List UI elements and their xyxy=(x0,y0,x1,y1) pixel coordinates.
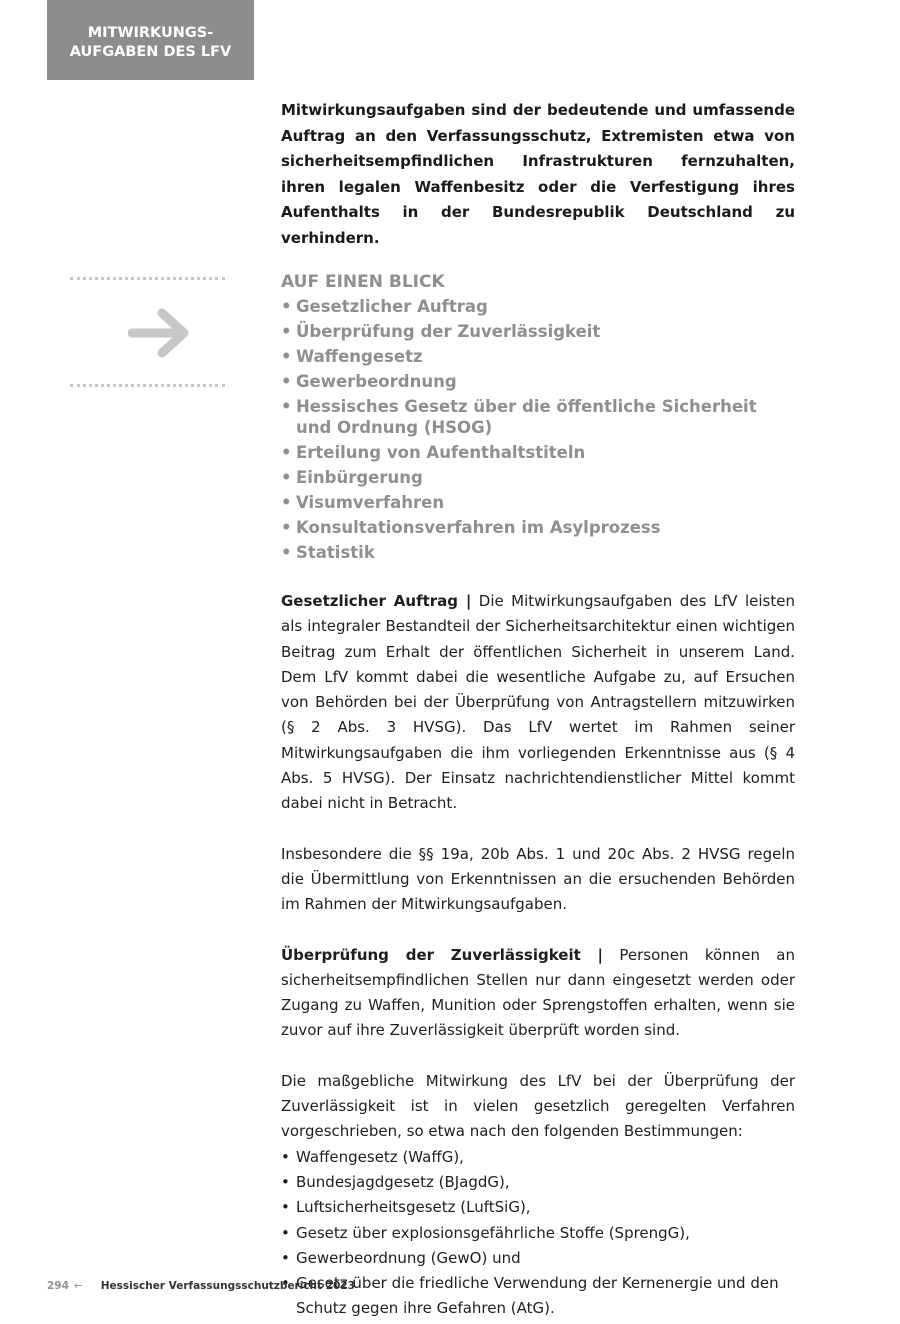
arrow-right-icon xyxy=(128,307,192,359)
glance-item: • Erteilung von Aufenthaltstiteln xyxy=(281,442,795,463)
mandate-paragraph xyxy=(281,589,795,817)
reliability-text: Personen können an sicherheitsempfindlichen Stellen nur dann eingesetzt werden oder Zugang zu Waffen, Munition oder Sprengstoffen erhalten, wenn sie zuvor auf ihre Zuverlässigkeit überprüft worden sind. xyxy=(281,945,795,1040)
at-a-glance-list xyxy=(281,296,795,563)
page-footer xyxy=(47,1280,355,1292)
page-number: 294 xyxy=(47,1280,69,1292)
law-item: • Gesetz über explosionsgefährliche Stoffe (SprengG), xyxy=(281,1221,795,1246)
at-a-glance-title: AUF EINEN BLICK xyxy=(281,272,445,292)
reliability-paragraph-2: Die maßgebliche Mitwirkung des LfV bei der Überprüfung der Zuverlässigkeit ist in vielen gesetzlich geregelten Verfahren vorgeschrieben, so etwa nach den folgenden Bestimmungen: xyxy=(281,1071,795,1141)
glance-item: • Hessisches Gesetz über die öffentliche Sicherheit und Ordnung (HSOG) xyxy=(281,396,795,438)
glance-item: • Einbürgerung xyxy=(281,467,795,488)
dotted-divider-bottom xyxy=(70,384,225,387)
law-item: • Gewerbeordnung (GewO) und xyxy=(281,1246,795,1271)
reliability-heading: Überprüfung der Zuverlässigkeit | xyxy=(281,945,604,964)
glance-item: • Konsultationsverfahren im Asylprozess xyxy=(281,517,795,538)
main-content xyxy=(281,98,795,1322)
law-item: • Bundesjagdgesetz (BJagdG), xyxy=(281,1170,795,1195)
laws-list xyxy=(281,1145,795,1322)
publication-title: Hessischer Verfassungsschutzbericht 2023 xyxy=(100,1280,355,1292)
law-item: • Luftsicherheitsgesetz (LuftSiG), xyxy=(281,1195,795,1220)
mandate-text: Die Mitwirkungsaufgaben des LfV leisten als integraler Bestandteil der Sicherheitsarchitektur einen wichtigen Beitrag zum Erhalt der öffentlichen Sicherheit in unserem Land. Dem LfV kommt dabei die wesentliche Aufgabe zu, auf Ersuchen von Behörden bei der Überprüfung von Antragstellern mitzuwirken (§ 2 Abs. 3 HVSG). Das LfV wertet im Rahmen seiner Mitwirkungsaufgaben die ihm vorliegenden Erkenntnisse aus (§ 4 Abs. 5 HVSG). Der Einsatz nachrichtendienstlicher Mittel kommt dabei nicht in Betracht. xyxy=(281,592,795,813)
glance-item: • Gesetzlicher Auftrag xyxy=(281,296,795,317)
mandate-heading: Gesetzlicher Auftrag | xyxy=(281,592,472,610)
dotted-divider-top xyxy=(70,277,225,280)
glance-item: • Visumverfahren xyxy=(281,492,795,513)
glance-item: • Statistik xyxy=(281,542,795,563)
glance-item: • Überprüfung der Zuverlässigkeit xyxy=(281,321,795,342)
arrow-left-icon[interactable]: ← xyxy=(73,1280,83,1292)
glance-item: • Waffengesetz xyxy=(281,346,795,367)
glance-item: • Gewerbeordnung xyxy=(281,371,795,392)
law-item: • Waffengesetz (WaffG), xyxy=(281,1145,795,1170)
section-tab xyxy=(47,0,254,80)
lead-paragraph: Mitwirkungsaufgaben sind der bedeutende und umfassende Auftrag an den Verfassungsschutz, Extremisten etwa von sicherheitsempfindlichen Infrastrukturen fernzuhalten, ihren legalen Waffenbesitz oder die Verfestigung ihres Aufenthalts in der Bundesrepublik Deutschland zu verhindern. xyxy=(281,101,795,247)
section-tab-line2: AUFGABEN DES LFV xyxy=(69,44,232,60)
law-item: • Gesetz über die friedliche Verwendung der Kernenergie und den Schutz gegen ihre Gefahren (AtG). xyxy=(281,1271,795,1322)
mandate-paragraph-2: Insbesondere die §§ 19a, 20b Abs. 1 und 20c Abs. 2 HVSG regeln die Übermittlung von Erkenntnissen an die ersuchenden Behörden im Rahmen der Mitwirkungsaufgaben. xyxy=(281,844,795,914)
reliability-paragraph xyxy=(281,943,795,1044)
at-a-glance-box xyxy=(281,271,795,563)
section-tab-line1: MITWIRKUNGS- xyxy=(87,25,214,41)
